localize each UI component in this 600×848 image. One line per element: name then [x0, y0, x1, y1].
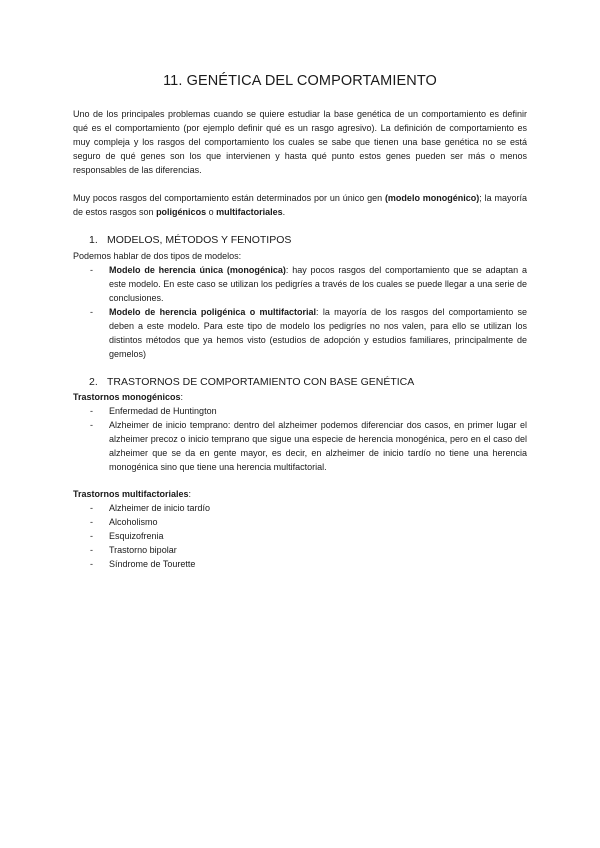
page-title: 11. GENÉTICA DEL COMPORTAMIENTO [163, 73, 437, 89]
list-item [73, 557, 527, 571]
summary-bold-multifactorial: multifactoriales [216, 207, 283, 217]
monogenic-label [73, 390, 183, 404]
section-heading-text: TRASTORNOS DE COMPORTAMIENTO CON BASE GENÉTICA [107, 376, 415, 388]
list-item-text: Alcoholismo [109, 517, 158, 527]
summary-text-1: Muy pocos rasgos del comportamiento están determinados por un único gen [73, 193, 385, 203]
dash-bullet: - [90, 517, 93, 527]
summary-bold-monogenic: (modelo monogénico) [384, 193, 480, 203]
list-item [73, 529, 527, 543]
dash-bullet: - [90, 265, 93, 275]
list-item-text: Alzheimer de inicio tardío [109, 503, 211, 513]
dash-bullet: - [90, 307, 93, 317]
multifactorial-label-text: Trastornos multifactoriales [73, 489, 189, 499]
section-heading-text: MODELOS, MÉTODOS Y FENOTIPOS [107, 234, 292, 246]
dash-bullet: - [90, 559, 93, 569]
summary-text-2: ; la mayoría de estos rasgos son [73, 193, 527, 217]
section-number: 1. [89, 234, 98, 246]
intro-paragraph: Uno de los principales problemas cuando se quiere estudiar la base genética de un comportamiento es definir qué es el comportamiento (por ejemplo definir qué es un rasgo agresivo). La definición de comportamiento es muy compleja y los rasgos del comportamiento los cuales se sabe que tienen una base genética no se está seguro de qué genes son los que intervienen y hasta qué punto estos genes pueden ser más o menos responsables de las diferencias. [73, 109, 527, 175]
list-item [73, 515, 527, 529]
section-heading-models [89, 234, 291, 246]
dash-bullet: - [90, 406, 93, 416]
list-item-text: Alzheimer de inicio temprano: dentro del alzheimer podemos diferenciar dos casos, en primer lugar el alzheimer precoz o inicio temprano que sigue una especie de herencia monogénica, pero en el caso del alzheimer que se da en gente mayor, es decir, en alzheimer de inicio tardío no tiene una herencia monogénica sino que tiene una herencia multifactorial. [109, 420, 527, 472]
dash-bullet: - [90, 420, 93, 430]
summary-text-4: . [282, 207, 286, 217]
models-intro: Podemos hablar de dos tipos de modelos: [73, 251, 242, 261]
multifactorial-label [73, 487, 191, 501]
label-colon: : [188, 489, 192, 499]
list-item-text: Esquizofrenia [109, 531, 164, 541]
dash-bullet: - [90, 503, 93, 513]
list-item-text: Síndrome de Tourette [109, 559, 196, 569]
summary-bold-polygenic: poligénicos [156, 207, 207, 217]
monogenic-label-text: Trastornos monogénicos [73, 392, 181, 402]
dash-bullet: - [90, 531, 93, 541]
list-item [73, 543, 527, 557]
list-item-text: Enfermedad de Huntington [109, 406, 217, 416]
label-colon: : [180, 392, 184, 402]
model-name: Modelo de herencia única (monogénica) [109, 265, 286, 275]
model-description: : hay pocos rasgos del comportamiento que se adaptan a este modelo. En este caso se utilizan los pedigríes a través de los cuales se puede llegar a una serie de conclusiones. [109, 265, 527, 303]
list-item [73, 501, 527, 515]
list-item [73, 404, 527, 418]
monogenic-list [73, 404, 527, 474]
models-list [73, 263, 527, 361]
multifactorial-list [73, 501, 527, 571]
model-description: : la mayoría de los rasgos del comportamiento se deben a este modelo. Para este tipo de modelo los pedigríes no nos valen, para ello se utilizan los distintos métodos que ya hemos visto (estudios de adopción y estudios familiares, principalmente de gemelos) [109, 307, 527, 359]
list-item [73, 305, 527, 361]
summary-text-3: o [206, 207, 217, 217]
model-name: Modelo de herencia poligénica o multifactorial [109, 307, 317, 317]
models-summary-paragraph [73, 191, 527, 219]
section-heading-disorders [89, 376, 414, 388]
list-item [73, 418, 527, 474]
section-number: 2. [89, 376, 98, 388]
list-item-text: Trastorno bipolar [109, 545, 177, 555]
dash-bullet: - [90, 545, 93, 555]
list-item [73, 263, 527, 305]
